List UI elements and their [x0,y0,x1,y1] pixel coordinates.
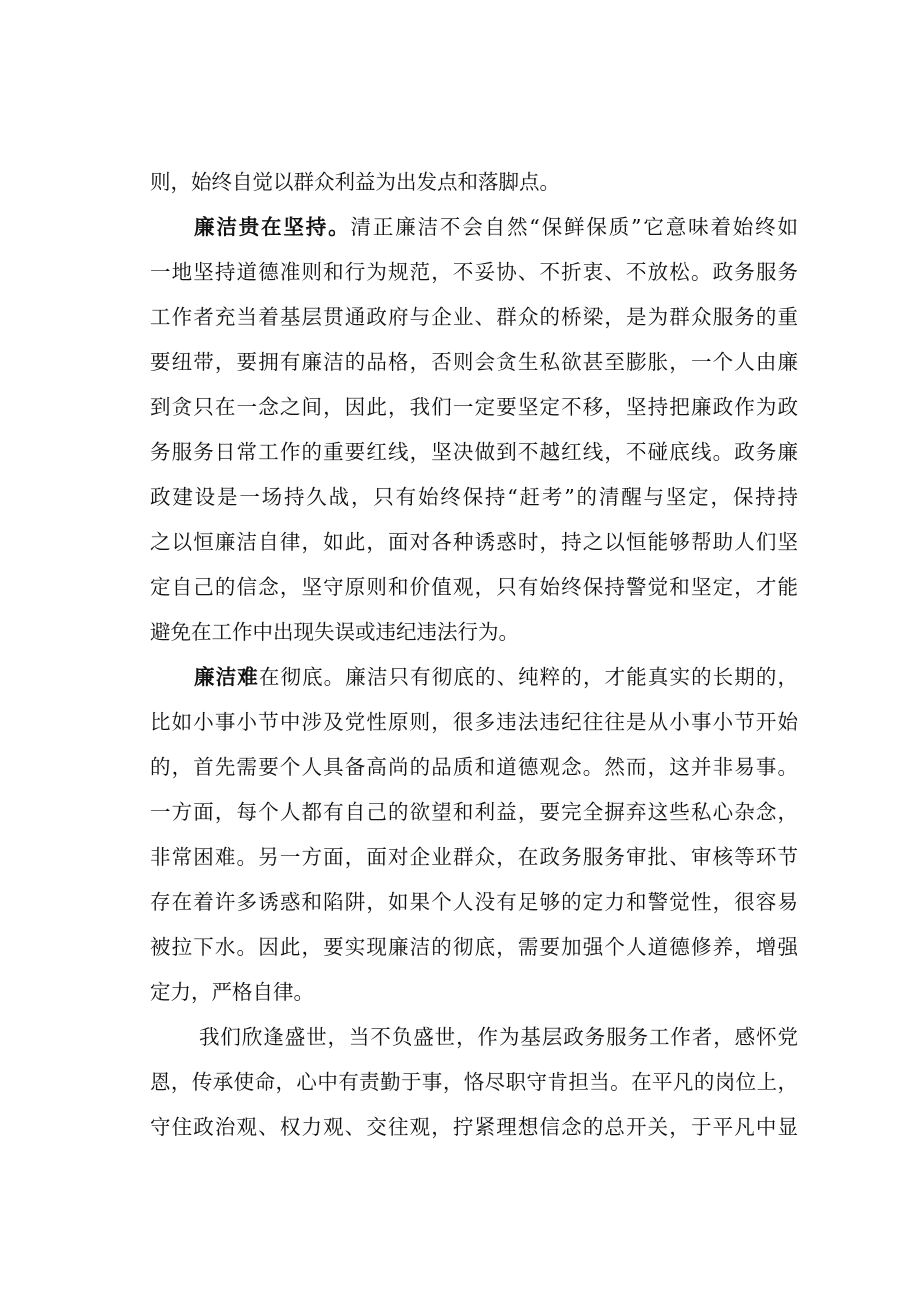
paragraph-3-line: 的，首先需要个人具备高尚的品质和道德观念。然而，这并非易事。 [150,755,798,779]
paragraph-2-line: 避免在工作中出现失误或违纪违法行为。 [150,620,519,644]
paragraph-2-line: 之以恒廉洁自律，如此，面对各种诱惑时，持之以恒能够帮助人们坚 [150,530,798,554]
paragraph-4-line: 恩，传承使命，心中有责勤于事，恪尽职守肯担当。在平凡的岗位上， [150,1070,798,1094]
paragraph-1-line-1: 则，始终自觉以群众利益为出发点和落脚点。 [150,170,560,194]
paragraph-2-heading: 廉洁贵在坚持。 [194,215,351,239]
paragraph-3-heading: 廉洁难 [194,665,259,689]
paragraph-3-line: 存在着许多诱惑和陷阱，如果个人没有足够的定力和警觉性，很容易 [150,890,798,914]
paragraph-2-line: 到贪只在一念之间，因此，我们一定要坚定不移，坚持把廉政作为政 [150,395,798,419]
paragraph-2-first-line-text: 清正廉洁不会自然“保鲜保质”它意味着始终如 [350,215,798,239]
paragraph-4-line: 守住政治观、权力观、交往观，拧紧理想信念的总开关，于平凡中显 [150,1115,798,1139]
paragraph-2-line: 工作者充当着基层贯通政府与企业、群众的桥梁，是为群众服务的重 [150,305,798,329]
paragraph-2-line: 务服务日常工作的重要红线，坚决做到不越红线，不碰底线。政务廉 [150,440,798,464]
paragraph-3-line: 比如小事小节中涉及党性原则，很多违法违纪往往是从小事小节开始 [150,710,798,734]
paragraph-3-first-line-text: 在彻底。廉洁只有彻底的、纯粹的，才能真实的长期的， [258,665,798,689]
paragraph-2-line: 要纽带，要拥有廉洁的品格，否则会贪生私欲甚至膨胀，一个人由廉 [150,350,798,374]
paragraph-3-line: 被拉下水。因此，要实现廉洁的彻底，需要加强个人道德修养，增强 [150,935,798,959]
paragraph-2-line: 一地坚持道德准则和行为规范，不妥协、不折衷、不放松。政务服务 [150,260,798,284]
paragraph-3-line: 一方面，每个人都有自己的欲望和利益，要完全摒弃这些私心杂念， [150,800,798,824]
paragraph-2-line: 定自己的信念，坚守原则和价值观，只有始终保持警觉和坚定，才能 [150,575,798,599]
paragraph-3-line: 非常困难。另一方面，面对企业群众，在政务服务审批、审核等环节 [150,845,798,869]
paragraph-4-first-line: 我们欣逢盛世，当不负盛世，作为基层政务服务工作者，感怀党 [199,1025,798,1049]
paragraph-2-line: 政建设是一场持久战，只有始终保持“赶考”的清醒与坚定，保持持 [150,485,798,509]
paragraph-3-line: 定力，严格自律。 [150,980,314,1004]
paragraph-2-first-line [194,212,798,242]
paragraph-3-first-line [194,662,798,692]
